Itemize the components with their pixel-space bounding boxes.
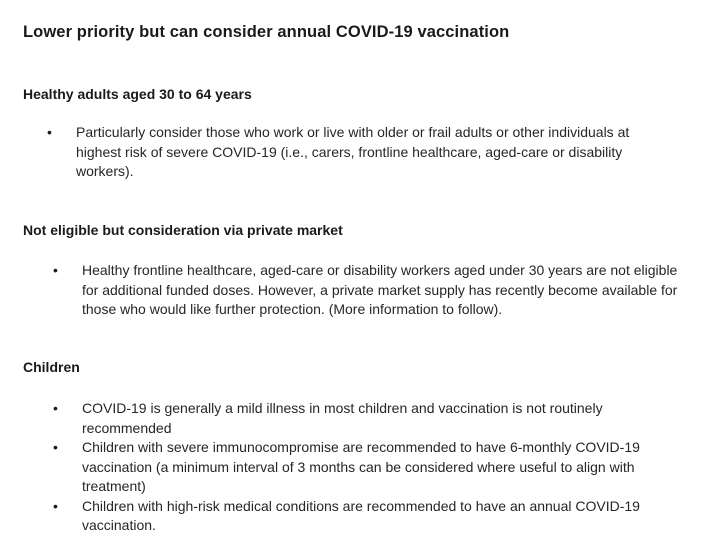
bullet-icon: • (53, 439, 58, 455)
list-item (53, 399, 682, 438)
list-item (53, 438, 682, 497)
list-item-text: Children with severe immunocompromise are recommended to have 6-monthly COVID-19 vaccination (a minimum interval of 3 months can be considered where useful to align with treatment) (82, 439, 640, 494)
bullet-icon: • (47, 124, 52, 140)
bullet-icon: • (53, 262, 58, 278)
list-item-text: Healthy frontline healthcare, aged-care or disability workers aged under 30 years are not eligible for additional funded doses. However, a private market supply has recently become available for those who would like further protection. (More information to follow). (82, 262, 678, 317)
section-heading-private-market: Not eligible but consideration via private market (23, 222, 343, 238)
list-item-text: Children with high-risk medical conditions are recommended to have an annual COVID-19 vaccination. (82, 497, 640, 533)
list-item (53, 497, 682, 536)
bullet-icon: • (53, 400, 58, 416)
list-item-text: Particularly consider those who work or live with older or frail adults or other individuals at highest risk of severe COVID-19 (i.e., carers, frontline healthcare, aged-care or disability workers). (76, 124, 630, 179)
section-heading-adults: Healthy adults aged 30 to 64 years (23, 86, 252, 102)
page-title: Lower priority but can consider annual COVID-19 vaccination (23, 23, 510, 41)
list-item (47, 123, 656, 182)
list-item-text: COVID-19 is generally a mild illness in most children and vaccination is not routinely recommended (82, 400, 603, 436)
list-item (53, 261, 682, 320)
private-market-list (53, 261, 682, 320)
adults-list (47, 123, 656, 182)
section-heading-children: Children (23, 359, 80, 375)
bullet-icon: • (53, 497, 58, 514)
children-list (53, 399, 682, 536)
